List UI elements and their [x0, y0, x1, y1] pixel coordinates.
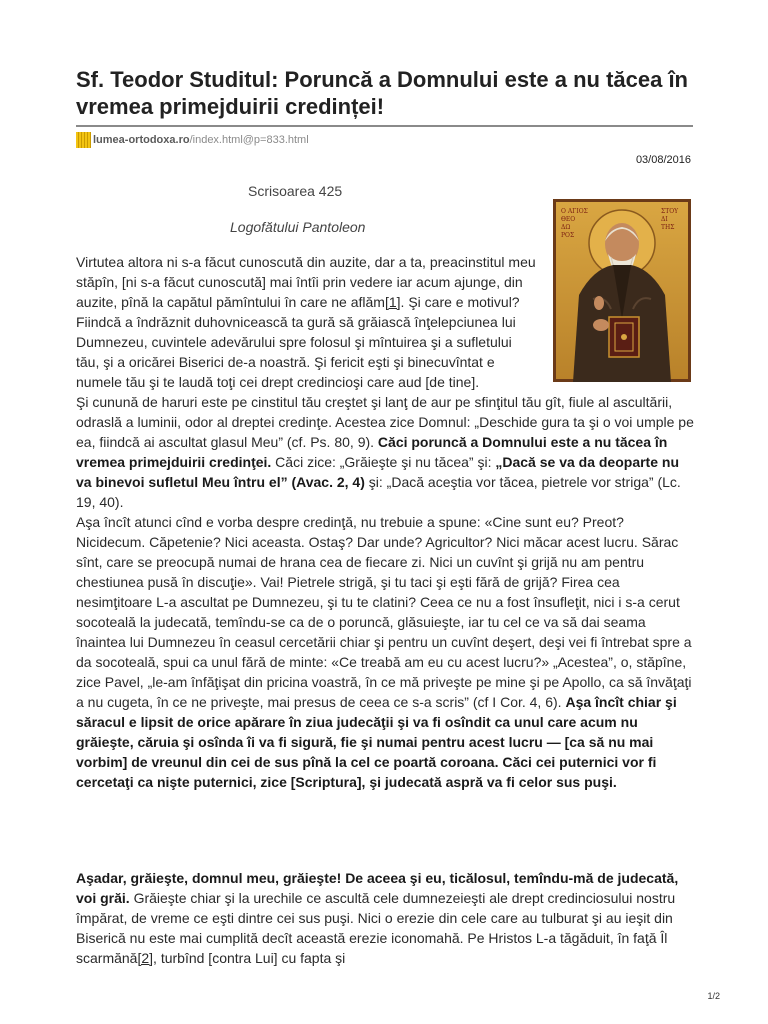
source-domain-link[interactable]: lumea-ortodoxa.ro	[93, 134, 190, 146]
svg-text:ΣΤΟΥ: ΣΤΟΥ	[661, 208, 679, 215]
paragraph-text: Aşa încît atunci cînd e vorba despre credinţă, nu trebuie a spune: «Cine sunt eu? Preot? Nicidecum. Căpetenie? Nici aceasta. Ostaş? Dar unde? Agricultor? Nici măcar acest lucru. Sărac sînt, care se preocupă numai de hrana cea de fiecare zi. Nici un cuvînt şi grijă nu am pentru chestiunea pusă în discuţie». Vai! Pietrele strigă, şi tu taci şi eşti fără de grijă? Firea cea nesimţitoare L-a ascultat pe Dumnezeu, şi tu te clatini? Ceea ce nu a fost însufleţit, nici i s-a cerut socoteală la judecată, temîndu-se ca de o poruncă, glăsuieşte, iar tu cel ce va să dai seama înaintea lui Dumnezeu în ceasul cercetării chiar şi pentru un cuvînt deşert, deşi vei fi întrebat spre a da socoteală, spui ca unul fără de minte: «Ce treabă am eu cu acest lucru?» „Acestea”, o, stăpîne, zice Pavel, „le-am înfăţişat din pricina voastră, în ce mă priveşte pe mine şi pe Apollo, ca să învăţaţi a nu cugeta, în ce ne priveşte, mai presus de ceea ce s-a scris” (cf I Cor. 4, 6).	[76, 514, 692, 710]
svg-text:ΔΙ: ΔΙ	[661, 216, 668, 223]
letter-recipient: Logofătului Pantoleon	[230, 219, 366, 235]
body-paragraph-2	[76, 868, 694, 968]
footnote-link-1[interactable]: [1]	[384, 294, 401, 310]
site-logo-icon	[76, 132, 91, 148]
bold-emphasis: Aşadar, grăieşte, domnul meu, grăieşte! De aceea şi eu, ticălosul, temîndu-mă de judecată, voi grăi.	[76, 870, 679, 906]
source-line	[76, 131, 309, 149]
paragraph-text: Grăieşte chiar şi la urechile ce ascultă cele dumnezeieşti ale drept credinciosului nostru împărat, de vreme ce eşti dintre cei sus puşi. Nici o erezie din cele care au tulburat şi au ieşit din Biserică nu este mai cumplită decît această erezie iconomahă. Pe Hristos L-a tăgăduit, în faţă Îl scarmănă	[76, 890, 676, 966]
paragraph-text: Căci zice: „Grăieşte şi nu tăcea” şi:	[271, 454, 496, 470]
paragraph-text: şi: „Dacă aceştia vor tăcea, pietrele vor striga” (Lc. 19, 40).	[76, 474, 681, 510]
svg-text:ΘΕΟ: ΘΕΟ	[561, 216, 576, 223]
source-path: /index.html@p=833.html	[189, 134, 309, 146]
paragraph-text: Şi cunună de haruri este pe cinstitul tău creştet şi lanţ de aur pe sfinţitul tău gît, fiule al ascultării, odraslă a luminii, odor al dreptei credinţe. Acestea zice Domnul: „Deschide gura ta şi o voi umple pe ea, fiindcă ai ascultat glasul Meu” (cf. Ps. 80, 9).	[76, 394, 694, 450]
paragraph-text: Virtutea altora ni s-a făcut cunoscută din auzite, dar a ta, preacinstitul meu stăpîn, [ni s-a făcut cunoscută] mai întîi prin vedere iar acum ajunge, din auzite, pînă la capătul pămîntului în care ne aflăm	[76, 254, 536, 310]
title-divider	[76, 125, 693, 127]
bold-emphasis: Aşa încît chiar şi săracul e lipsit de orice apărare în ziua judecăţii şi va fi osîndit ca unul care acum nu grăieşte, căruia şi osînda îi va fi sigură, fie şi numai pentru acest lucru — [ca să nu mai vorbim] de vreunul din cei de sus pînă la cel ce poartă coroana. Căci cei puternici vor fi cercetaţi ca nişte puternici, zice [Scriptura], şi judecată aspră va fi celor sus puşi.	[76, 694, 677, 790]
paragraph-text: . Şi care e motivul? Fiindcă a îndrăznit duhovnicească ta gură să grăiască înţelepciunea lui Dumnezeu, cuvintele adevărului spre folosul şi mîntuirea şi a sufletului tău, şi a oricărei Biserici de-a noastră. Şi fericit eşti şi binecuvîntat e numele tău şi te laudă toţi cei drept credincioşi care aud [de tine].	[76, 294, 520, 390]
bold-emphasis: Căci poruncă a Domnului este a nu tăcea în vremea primejduirii credinţei.	[76, 434, 668, 470]
footnote-link-2[interactable]: [2]	[137, 950, 154, 966]
publish-date: 03/08/2016	[635, 154, 691, 166]
svg-text:Ο ΑΓΙΟΣ: Ο ΑΓΙΟΣ	[561, 208, 588, 215]
paragraph-text: , turbînd [contra Lui] cu fapta şi	[153, 950, 346, 966]
body-paragraph-1	[76, 252, 694, 792]
svg-text:ΔΩ: ΔΩ	[561, 224, 571, 231]
bold-emphasis: „Dacă se va da deoparte nu va binevoi sufletul Meu întru el” (Avac. 2, 4)	[76, 454, 680, 490]
svg-text:ΡΟΣ: ΡΟΣ	[561, 232, 575, 239]
article-title: Sf. Teodor Studitul: Poruncă a Domnului este a nu tăcea în vremea primejduirii credinței!	[76, 67, 688, 119]
text-wrapped-around-icon	[76, 252, 536, 392]
svg-text:ΤΗΣ: ΤΗΣ	[661, 224, 675, 231]
letter-number: Scrisoarea 425	[248, 183, 343, 199]
page-number: 1/2	[707, 991, 720, 1001]
